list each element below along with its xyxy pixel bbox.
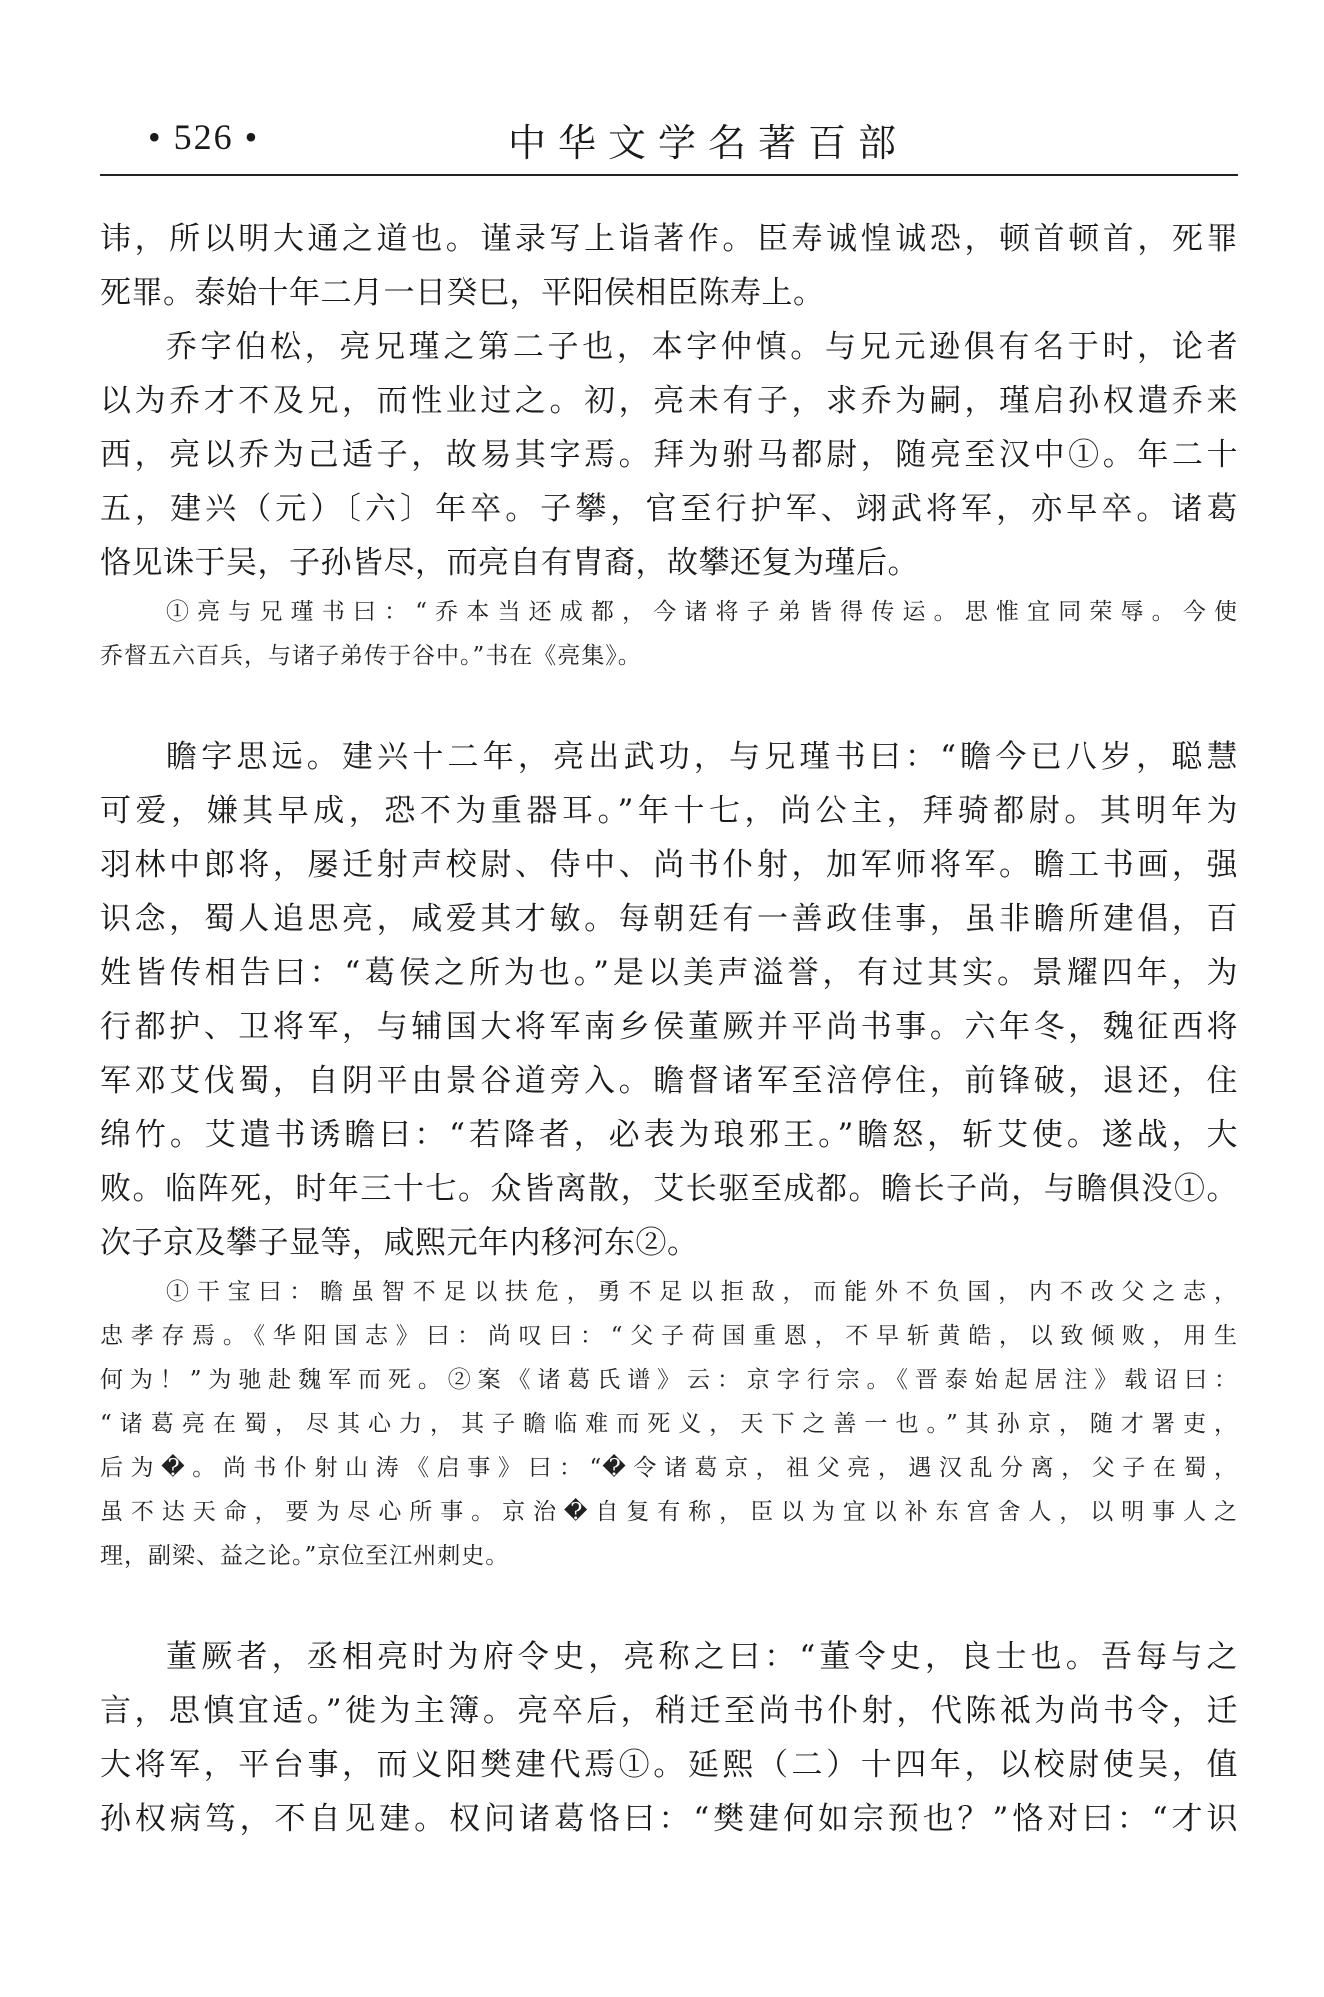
text-line: 孙权病笃，不自见建。权问诸葛恪曰：“樊建何如宗预也？”恪对曰：“才识 bbox=[100, 1801, 1238, 1837]
text-line: 恪见诛于吴，子孙皆尽，而亮自有胄裔，故攀还复为瑾后。 bbox=[100, 545, 919, 581]
text-line: 讳，所以明大通之道也。谨录写上诣著作。臣寿诚惶诚恐，顿首顿首，死罪 bbox=[100, 221, 1238, 257]
paragraph-1 bbox=[100, 212, 1238, 320]
text-line: 绵竹。艾遣书诱瞻曰：“若降者，必表为琅邪王。”瞻怒，斩艾使。遂战，大 bbox=[100, 1117, 1238, 1153]
section-gap bbox=[100, 1578, 1238, 1630]
text-line: 大将军，平台事，而义阳樊建代焉①。延熙（二）十四年，以校尉使吴，值 bbox=[100, 1747, 1238, 1783]
paragraph-4 bbox=[100, 1630, 1238, 1846]
paragraph-2 bbox=[100, 320, 1238, 590]
footnote-line: ①干宝曰：瞻虽智不足以扶危，勇不足以拒敌，而能外不负国，内不改父之志， bbox=[166, 1279, 1238, 1305]
footnote-line: “诸葛亮在蜀，尽其心力，其子瞻临难而死义，天下之善一也。”其孙京，随才署吏， bbox=[100, 1411, 1238, 1437]
footnote-line: 后为�。尚书仆射山涛《启事》曰：“�令诸葛京，祖父亮，遇汉乱分离，父子在蜀， bbox=[100, 1455, 1238, 1481]
text-line: 识念，蜀人追思亮，咸爱其才敏。每朝廷有一善政佳事，虽非瞻所建倡，百 bbox=[100, 901, 1238, 937]
book-title: 中华文学名著百部 bbox=[508, 121, 909, 165]
text-line: 瞻字思远。建兴十二年，亮出武功，与兄瑾书曰：“瞻今已八岁，聪慧 bbox=[166, 739, 1238, 775]
page-header bbox=[100, 108, 1238, 176]
header-rule bbox=[100, 174, 1238, 176]
text-line: 乔字伯松，亮兄瑾之第二子也，本字仲慎。与兄元逊俱有名于时，论者 bbox=[166, 329, 1238, 365]
footnote-line: 理，副梁、益之论。”京位至江州刺史。 bbox=[100, 1543, 510, 1569]
paragraph-3 bbox=[100, 730, 1238, 1270]
text-line: 言，思慎宜适。”徙为主簿。亮卒后，稍迁至尚书仆射，代陈祗为尚书令，迁 bbox=[100, 1693, 1238, 1729]
text-line: 以为乔才不及兄，而性业过之。初，亮未有子，求乔为嗣，瑾启孙权遣乔来 bbox=[100, 383, 1238, 419]
footnote-1 bbox=[100, 590, 1238, 678]
text-line: 死罪。泰始十年二月一日癸巳，平阳侯相臣陈寿上。 bbox=[100, 275, 825, 311]
text-line: 羽林中郎将，屡迁射声校尉、侍中、尚书仆射，加军师将军。瞻工书画，强 bbox=[100, 847, 1238, 883]
text-line: 董厥者，丞相亮时为府令史，亮称之曰：“董令史，良士也。吾每与之 bbox=[166, 1639, 1238, 1675]
text-line: 次子京及攀子显等，咸熙元年内移河东②。 bbox=[100, 1225, 699, 1261]
text-line: 行都护、卫将军，与辅国大将军南乡侯董厥并平尚书事。六年冬，魏征西将 bbox=[100, 1009, 1238, 1045]
footnote-line: 忠孝存焉。《华阳国志》曰：尚叹曰：“父子荷国重恩，不早斩黄皓，以致倾败，用生 bbox=[100, 1323, 1238, 1349]
footnote-line: ①亮与兄瑾书曰：“乔本当还成都，今诸将子弟皆得传运。思惟宜同荣辱。今使 bbox=[166, 599, 1238, 625]
page-number: • 526 • bbox=[148, 117, 260, 157]
footnote-line: 乔督五六百兵，与诸子弟传于谷中。”书在《亮集》。 bbox=[100, 643, 642, 669]
text-line: 五，建兴（元）〔六〕年卒。子攀，官至行护军、翊武将军，亦早卒。诸葛 bbox=[100, 491, 1238, 527]
text-line: 军邓艾伐蜀，自阴平由景谷道旁入。瞻督诸军至涪停住，前锋破，退还，住 bbox=[100, 1063, 1238, 1099]
section-gap bbox=[100, 678, 1238, 730]
text-line: 西，亮以乔为己适子，故易其字焉。拜为驸马都尉，随亮至汉中①。年二十 bbox=[100, 437, 1238, 473]
text-line: 姓皆传相告曰：“葛侯之所为也。”是以美声溢誉，有过其实。景耀四年，为 bbox=[100, 955, 1238, 991]
footnote-2 bbox=[100, 1270, 1238, 1578]
text-line: 可爱，嫌其早成，恐不为重器耳。”年十七，尚公主，拜骑都尉。其明年为 bbox=[100, 793, 1238, 829]
footnote-line: 虽不达天命，要为尽心所事。京治�自复有称，臣以为宜以补东宫舍人，以明事人之 bbox=[100, 1499, 1238, 1525]
footnote-line: 何为！”为驰赴魏军而死。②案《诸葛氏谱》云：京字行宗。《晋泰始起居注》载诏曰： bbox=[100, 1367, 1238, 1393]
page-content bbox=[100, 212, 1238, 1846]
text-line: 败。临阵死，时年三十七。众皆离散，艾长驱至成都。瞻长子尚，与瞻俱没①。 bbox=[100, 1171, 1238, 1207]
